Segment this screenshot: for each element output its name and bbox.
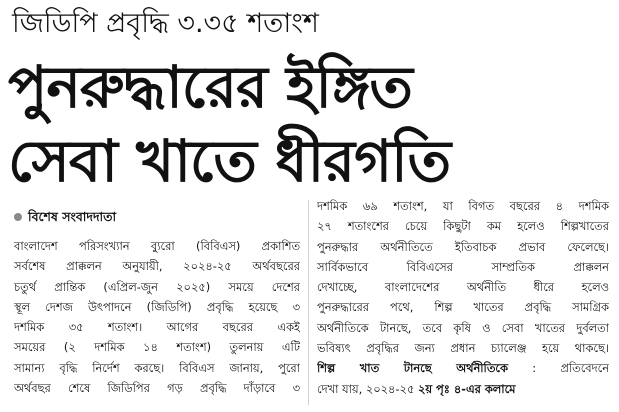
- headline-line-2: সেবা খাতে ধীরগতি: [8, 127, 451, 195]
- headline-line-1: পুনরুদ্ধারের ইঙ্গিত: [8, 53, 412, 121]
- body-line: স্থূল দেশজ উৎপাদনে (জিডিপি) প্রবৃদ্ধি হয়েছে ৩: [14, 299, 300, 314]
- body-line: অর্থবছর শেষে জিডিপির গড় প্রবৃদ্ধি দাঁড়াবে ৩: [14, 381, 300, 396]
- byline-text: বিশেষ সংবাদদাতা: [28, 209, 117, 224]
- body-line: বাংলাদেশ পরিসংখ্যান ব্যুরো (বিবিএস) প্রকাশিত: [14, 239, 300, 253]
- subhead-line: [317, 358, 609, 378]
- body-line: পুনরুদ্ধারের পথে, শিল্প খাতের প্রবৃদ্ধি সামগ্রিক: [317, 300, 609, 315]
- body-line-last: [317, 379, 609, 399]
- last-line-text: দেখা যায়, ২০২৪-২৫: [317, 381, 418, 396]
- article-column-right: [317, 196, 609, 399]
- jump-note[interactable]: ২য় পৃঃ ৪-এর কলামে: [417, 381, 516, 396]
- body-line: পুনরুদ্ধার অর্থনীতিতে ইতিবাচক প্রভাব ফেলেছে।: [317, 239, 609, 254]
- column-divider: [308, 200, 309, 405]
- bullet-icon: [14, 213, 22, 221]
- body-line: অর্থনীতিকে টানছে, তবে কৃষি ও সেবা খাতের দুর্বলতা: [317, 320, 609, 335]
- body-line: ভবিষ্যৎ প্রবৃদ্ধির জন্য প্রধান চ্যালেঞ্জ হয়ে থাকছে।: [317, 341, 609, 356]
- body-line: দশমিক ৬৯ শতাংশ, যা বিগত বছরের ৪ দশমিক: [317, 199, 609, 213]
- body-line: দশমিক ৩৫ শতাংশ। আগের বছরের একই: [14, 320, 300, 335]
- body-line: সামান্য বৃদ্ধি নির্দেশ করছে। বিবিএস জানায়, পুরো: [14, 360, 300, 375]
- body-line: চতুর্থ প্রান্তিক (এপ্রিল-জুন ২০২৫) সময়ে দেশের: [14, 279, 300, 294]
- body-line: সময়ের (২ দশমিক ১৪ শতাংশ) তুলনায় এটি: [14, 340, 300, 355]
- body-line: সর্বশেষ প্রাক্কলন অনুযায়ী, ২০২৪-২৫ অর্থবছরের: [14, 259, 300, 274]
- byline: [14, 208, 116, 226]
- body-line: ২৭ শতাংশের চেয়ে কিছুটা কম হলেও শিল্পখাতের: [317, 219, 609, 234]
- kicker-headline: জিডিপি প্রবৃদ্ধি ৩.৩৫ শতাংশ: [12, 8, 319, 39]
- subhead-tail: : প্রতিবেদনে: [507, 361, 609, 376]
- subhead: শিল্প খাত টানছে অর্থনীতিকে: [317, 361, 508, 376]
- body-line: দেখাচ্ছে, বাংলাদেশের অর্থনীতি ধীরে হলেও: [317, 280, 609, 295]
- article-column-left: [14, 236, 300, 398]
- body-line: সার্বিকভাবে বিবিএসের সাম্প্রতিক প্রাক্কলন: [317, 259, 609, 274]
